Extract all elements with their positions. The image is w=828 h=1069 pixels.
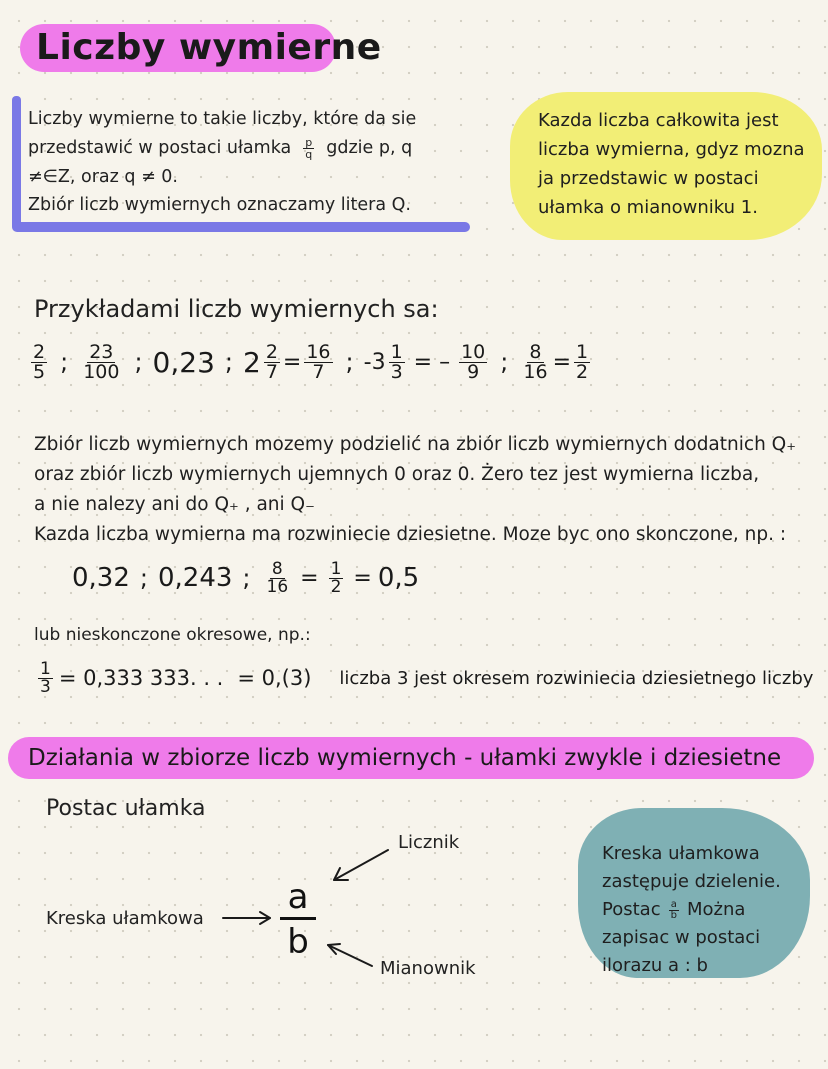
definition-line-4: Zbiór liczb wymiernych oznaczamy litera Q. [28,195,411,215]
fraction-denominator: 3 [390,360,403,383]
example-decimal: 0,23 [152,345,215,379]
separator: ; [242,564,251,592]
finite-result: 0,5 [377,563,420,593]
finite-decimal-2: 0,243 [157,563,233,593]
numerator-arrow-icon [334,850,388,880]
yellow-note-line-3: ja przedstawic w postaci [538,168,759,189]
equals-sign: = [353,565,372,591]
fraction-numerator: 1 [576,340,589,363]
fraction-form-heading: Postac ułamka [46,796,206,821]
separator: ; [134,348,143,376]
fraction-denominator: 3 [40,676,51,697]
fraction-numerator: a [670,898,677,910]
fraction-numerator: 23 [89,340,114,363]
fraction-numerator: 8 [271,558,283,579]
page-title: Liczby wymierne [36,27,382,68]
fraction-denominator: 2 [576,360,589,383]
teal-note-line-3-tail: Można [686,899,746,920]
definition-line-2-tail: gdzie p, q [326,138,413,158]
separator: ; [139,564,148,592]
fraction-denominator: 16 [266,576,289,597]
section-2-title: Działania w zbiorze liczb wymiernych - ułamki zwykle i dziesietne [28,745,782,771]
fraction-denominator: 100 [83,360,120,383]
fraction-numerator: p [305,135,313,149]
definition-line-1: Liczby wymierne to takie liczby, które da sie [28,109,417,129]
infinite-note: liczba 3 jest okresem rozwiniecia dziesietnego liczby [339,667,814,689]
infinite-intro: lub nieskonczone okresowe, np.: [34,625,311,645]
diagram-denominator: b [287,922,309,962]
fraction-numerator: 8 [529,340,542,363]
infinite-expansion: = 0,333 333. . . [58,666,224,690]
fraction-numerator: 2 [33,340,46,363]
fraction-denominator: 7 [312,360,325,383]
yellow-note-line-2: liczba wymierna, gdyz mozna [538,139,805,160]
separator: ; [345,348,354,376]
definition-line-2-text: przedstawić w postaci ułamka [28,138,292,158]
teal-note-line-4: zapisac w postaci [602,927,761,948]
fraction-denominator: b [670,909,677,921]
denominator-label: Mianownik [380,958,476,979]
fraction-numerator: 16 [306,340,331,363]
numerator-label: Licznik [398,832,460,853]
fraction-numerator: 1 [390,340,403,363]
fraction-denominator: 9 [467,360,480,383]
fraction-numerator: 1 [330,558,342,579]
fraction-denominator: 2 [330,576,342,597]
separator: ; [224,348,233,376]
fraction-denominator: 16 [523,360,548,383]
yellow-note-line-1: Kazda liczba całkowita jest [538,110,779,131]
fraction-numerator: 10 [461,340,486,363]
subsets-line-1: Zbiór liczb wymiernych mozemy podzielić na zbiór liczb wymiernych dodatnich Q₊ [34,434,796,455]
fraction-numerator: 1 [40,658,51,679]
fraction-bar-label: Kreska ułamkowa [46,908,204,929]
infinite-period: = 0,(3) [237,666,312,690]
yellow-note-line-4: ułamka o mianowniku 1. [538,197,758,218]
teal-note-line-3 [602,896,745,924]
definition-line-3: ≠∈Z, oraz q ≠ 0. [28,167,178,187]
diagram-numerator: a [287,877,309,917]
teal-note-line-5: ilorazu a : b [602,955,708,976]
separator: ; [60,348,69,376]
denominator-arrow-icon [328,945,372,966]
teal-fraction-a-over-b [669,900,679,921]
examples-heading: Przykładami liczb wymiernych sa: [34,295,439,323]
separator: ; [500,348,509,376]
fraction-numerator: 2 [265,340,278,363]
finite-decimal-1: 0,32 [72,563,130,593]
teal-note-line-3-text: Postac [602,899,661,920]
fraction-denominator: 5 [33,360,46,383]
subsets-line-4: Kazda liczba wymierna ma rozwiniecie dziesietne. Moze byc ono skonczone, np. : [34,524,787,545]
fraction-denominator: 7 [265,360,278,383]
equals-sign: = [300,565,319,591]
teal-note-line-1: Kreska ułamkowa [602,843,760,864]
teal-note-line-2: zastępuje dzielenie. [602,871,781,892]
equals-minus: = – [413,349,451,375]
subsets-line-2: oraz zbiór liczb wymiernych ujemnych 0 oraz 0. Żero tez jest wymierna liczba, [34,464,760,485]
example-mixed-whole: 2 [242,345,261,379]
equals-sign: = [282,349,302,375]
example-negative-whole: -3 [363,349,386,375]
fraction-denominator: q [305,147,313,161]
equals-sign: = [552,349,571,375]
subsets-line-3: a nie nalezy ani do Q₊ , ani Q₋ [34,494,315,515]
